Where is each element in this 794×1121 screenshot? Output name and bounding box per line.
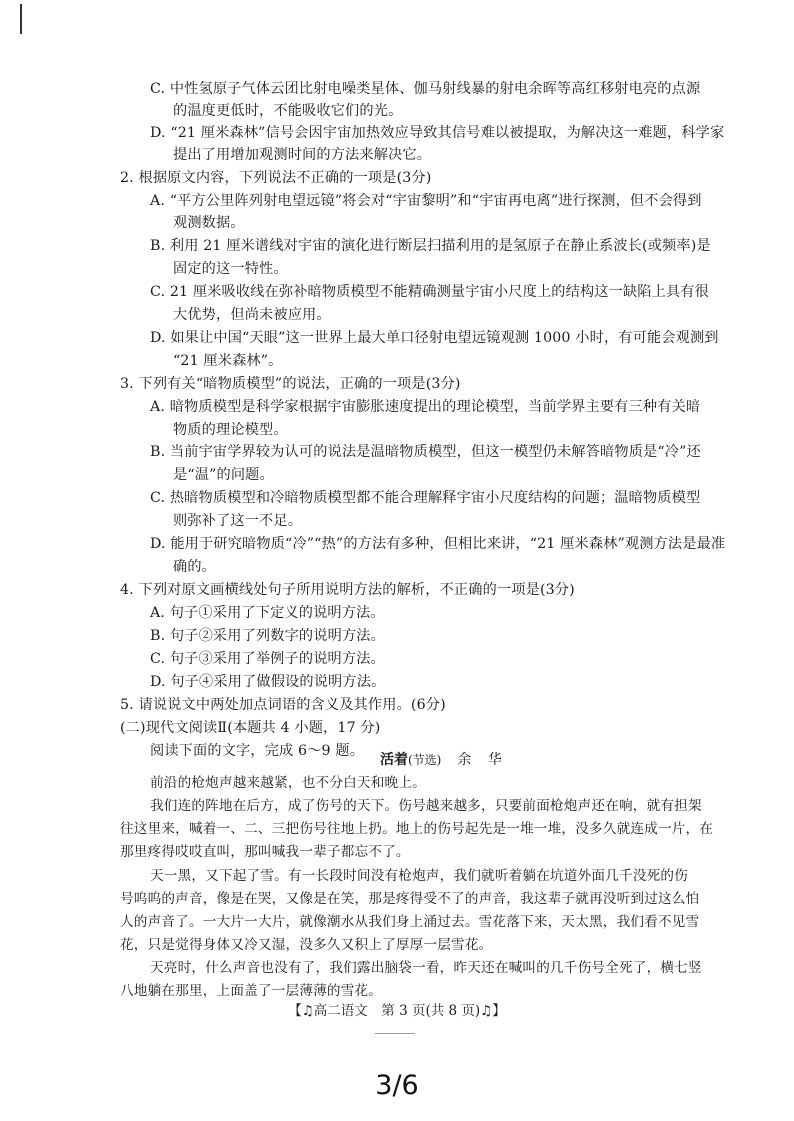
passage-line: 花，只是觉得身体又冷又湿，没多久又积上了厚厚一层雪花。 <box>120 937 493 953</box>
passage-line: 那里疼得哎哎直叫，那叫喊我一辈子都忘不了。 <box>120 844 410 860</box>
passage-line: 往这里来，喊着一、二、三把伤号往地上扔。地上的伤号起先是一堆一堆，没多久就连成一片，在 <box>120 821 714 837</box>
footer-divider <box>375 1033 415 1034</box>
q3-option-a-line2: 物质的理论模型。 <box>173 422 288 438</box>
q2-option-b-line2: 固定的这一特性。 <box>173 261 288 277</box>
passage-line: 人的声音了。一大片一大片，就像潮水从我们身上涌过去。雪花落下来，天太黑，我们看不见雪 <box>120 914 700 930</box>
passage-line: 天亮时，什么声音也没有了，我们露出脑袋一看，昨天还在喊叫的几千伤号全死了，横七竖 <box>150 960 702 976</box>
q4-option-a: A. 句子①采用了下定义的说明方法。 <box>150 605 385 621</box>
q2-option-d-line1: D. 如果让中国“天眼”这一世界上最大单口径射电望远镜观测 1000 小时，有可能会观测到 <box>150 330 719 346</box>
section-heading: (二)现代文阅读Ⅱ(本题共 4 小题，17 分) <box>120 720 381 736</box>
passage-line: 天一黑，又下起了雪。有一长段时间没有枪炮声，我们就听着躺在坑道外面几千没死的伤 <box>150 868 688 884</box>
article-title <box>380 750 508 770</box>
scan-edge-mark <box>20 4 22 34</box>
q4-option-d: D. 句子④采用了做假设的说明方法。 <box>150 674 386 690</box>
q2-option-a-line2: 观测数据。 <box>173 215 245 231</box>
q4-option-b: B. 句子②采用了列数字的说明方法。 <box>150 628 385 644</box>
q1-option-c-line1: C. 中性氢原子气体云团比射电噪类星体、伽马射线暴的射电余晖等高红移射电亮的点源 <box>150 81 701 97</box>
article-author: 余 华 <box>457 752 508 768</box>
q3-option-c-line2: 则弥补了这一不足。 <box>173 513 303 529</box>
q4-option-c: C. 句子③采用了举例子的说明方法。 <box>150 651 385 667</box>
passage-line: 前沿的枪炮声越来越紧，也不分白天和晚上。 <box>150 775 426 791</box>
q3-option-d-line2: 确的。 <box>173 559 217 575</box>
article-title-main: 活着 <box>380 752 408 768</box>
q4-stem: 4. 下列对原文画横线处句子所用说明方法的解析，不正确的一项是(3分) <box>120 582 575 598</box>
q3-option-b-line1: B. 当前宇宙学界较为认可的说法是温暗物质模型，但这一模型仍未解答暗物质是“冷”还 <box>150 444 701 460</box>
page-footer: 【♫高二语文 第 3 页(共 8 页)♫】 <box>288 1003 506 1019</box>
q2-option-b-line1: B. 利用 21 厘米谱线对宇宙的演化进行断层扫描利用的是氢原子在静止系波长(或频率)是 <box>150 238 711 254</box>
q3-option-c-line1: C. 热暗物质模型和冷暗物质模型都不能合理解释宇宙小尺度结构的问题；温暗物质模型 <box>150 490 701 506</box>
page-indicator: 3/6 <box>375 1070 419 1101</box>
q2-stem: 2. 根据原文内容，下列说法不正确的一项是(3分) <box>120 170 432 186</box>
q3-option-a-line1: A. 暗物质模型是科学家根据宇宙膨胀速度提出的理论模型，当前学界主要有三种有关暗 <box>150 399 701 415</box>
q5-stem: 5. 请说说文中两处加点词语的含义及其作用。(6分) <box>120 697 446 713</box>
q3-stem: 3. 下列有关“暗物质模型”的说法，正确的一项是(3分) <box>120 376 461 392</box>
passage-line: 八地躺在那里，上面盖了一层薄薄的雪花。 <box>120 983 383 999</box>
q1-option-d-line1: D. “21 厘米森林”信号会因宇宙加热效应导致其信号难以被提取，为解决这一难题，科学家 <box>150 125 725 141</box>
q1-option-d-line2: 提出了用增加观测时间的方法来解决它。 <box>173 147 432 163</box>
passage-line: 我们连的阵地在后方，成了伤号的天下。伤号越来越多，只要前面枪炮声还在响，就有担架 <box>150 798 702 814</box>
q2-option-c-line1: C. 21 厘米吸收线在弥补暗物质模型不能精确测量宇宙小尺度上的结构这一缺陷上具有很 <box>150 284 709 300</box>
q2-option-c-line2: 大优势，但尚未被应用。 <box>173 307 331 323</box>
q3-option-b-line2: 是“温”的问题。 <box>173 467 274 483</box>
q2-option-d-line2: “21 厘米森林”。 <box>173 353 283 369</box>
passage-line: 号呜呜的声音，像是在哭，又像是在笑，那是疼得受不了的声音，我这辈子就再没听到过这么怕 <box>120 891 700 907</box>
article-title-subtitle: (节选) <box>408 753 442 767</box>
q2-option-a-line1: A. “平方公里阵列射电望远镜”将会对“宇宙黎明”和“宇宙再电离”进行探测，但不会得到 <box>150 193 702 209</box>
reading-instruction: 阅读下面的文字，完成 6～9 题。 <box>150 743 365 759</box>
q3-option-d-line1: D. 能用于研究暗物质“冷”“热”的方法有多种，但相比来讲，“21 厘米森林”观测方法是最准 <box>150 536 726 552</box>
q1-option-c-line2: 的温度更低时，不能吸收它们的光。 <box>173 103 403 119</box>
